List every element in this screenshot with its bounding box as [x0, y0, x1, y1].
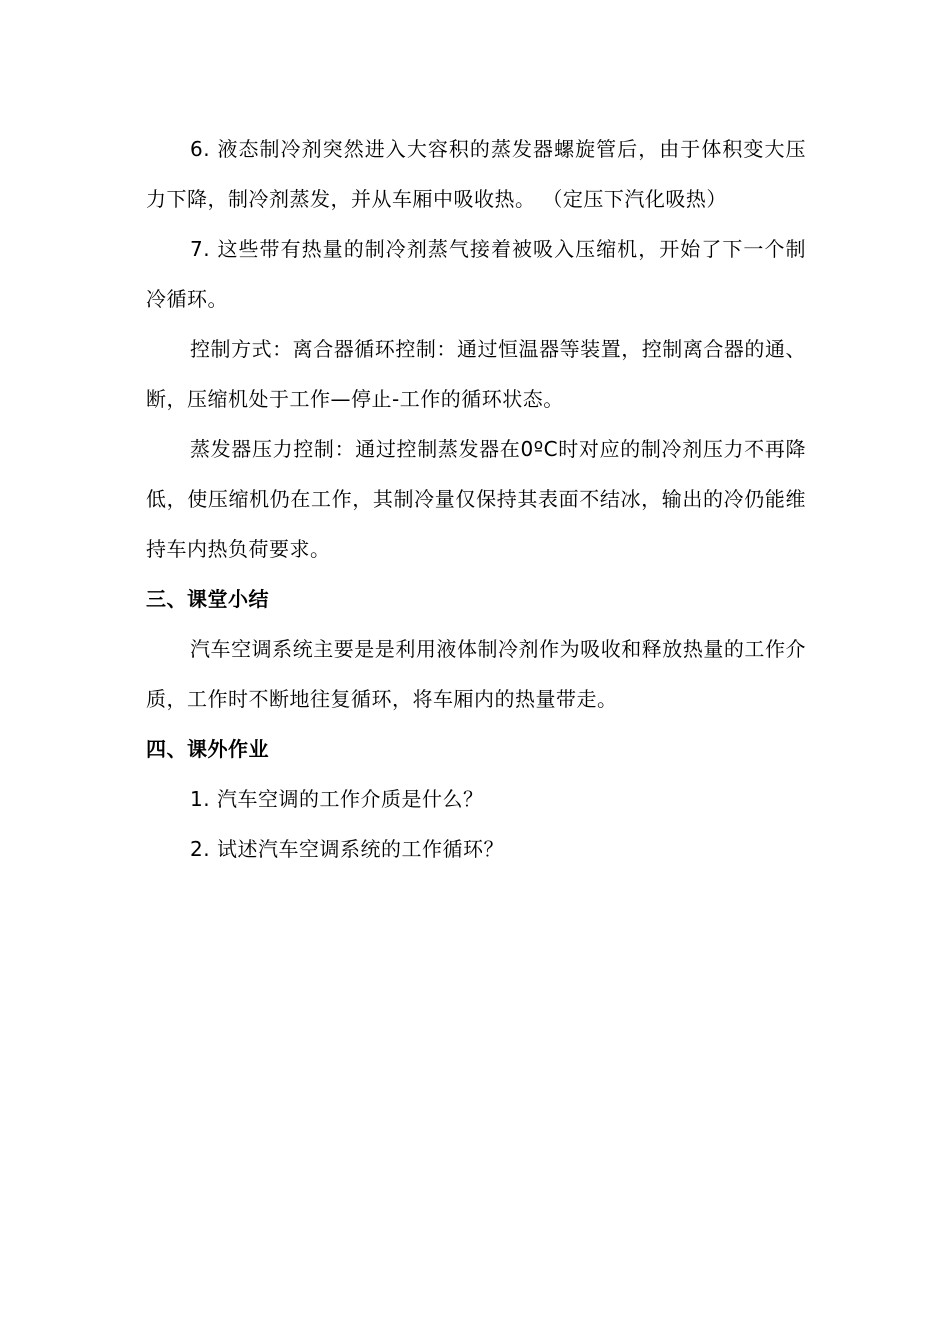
section-heading-homework: 四、课外作业: [146, 737, 269, 761]
document-body: [146, 124, 806, 874]
homework-item-1: 1. 汽车空调的工作介质是什么？: [190, 787, 484, 811]
paragraph-step-7: 7. 这些带有热量的制冷剂蒸气接着被吸入压缩机，开始了下一个制冷循环。: [146, 237, 806, 311]
section-heading-summary: 三、课堂小结: [146, 587, 269, 611]
paragraph-summary: 汽车空调系统主要是是利用液体制冷剂作为吸收和释放热量的工作介质，工作时不断地往复循环，将车厢内的热量带走。: [146, 637, 806, 711]
paragraph-step-6: 6. 液态制冷剂突然进入大容积的蒸发器螺旋管后，由于体积变大压力下降，制冷剂蒸发，并从车厢中吸收热。 （定压下汽化吸热）: [146, 137, 806, 211]
paragraph-evaporator-control: 蒸发器压力控制：通过控制蒸发器在0ºC时对应的制冷剂压力不再降低，使压缩机仍在工作，其制冷量仅保持其表面不结冰，输出的冷仍能维持车内热负荷要求。: [146, 437, 806, 561]
homework-item-2: 2. 试述汽车空调系统的工作循环？: [190, 837, 504, 861]
paragraph-control-method: 控制方式：离合器循环控制：通过恒温器等装置，控制离合器的通、断，压缩机处于工作—停止-工作的循环状态。: [146, 337, 806, 411]
